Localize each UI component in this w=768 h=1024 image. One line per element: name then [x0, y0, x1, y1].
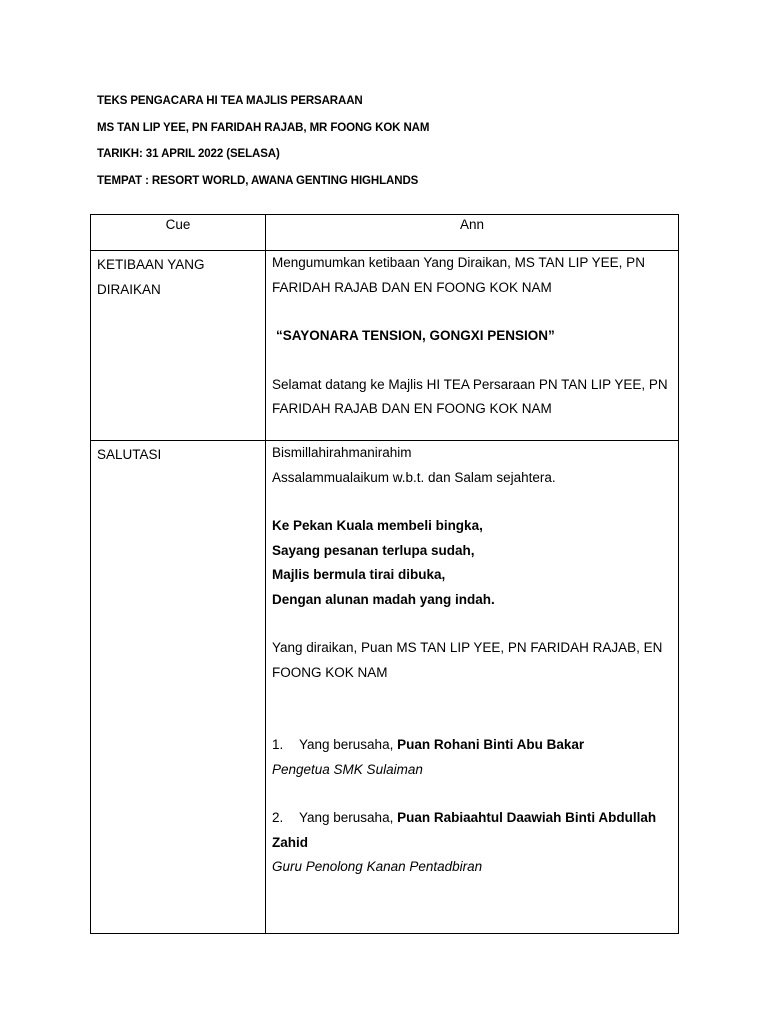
list-item — [272, 806, 672, 855]
salam-text: Assalammualaikum w.b.t. dan Salam sejahtera. — [272, 469, 556, 485]
pantun-line: Dengan alunan madah yang indah. — [272, 591, 495, 607]
item-number: 2. — [272, 810, 284, 825]
table-row — [91, 251, 679, 441]
table-row — [91, 441, 679, 934]
list-item — [272, 733, 672, 758]
ann-cell — [266, 251, 679, 441]
venue-line: TEMPAT : RESORT WORLD, AWANA GENTING HIGHLANDS — [97, 174, 419, 187]
item-prefix: Yang berusaha, — [299, 810, 398, 825]
cue-cell: KETIBAAN YANG DIRAIKAN — [91, 251, 266, 441]
date-line: TARIKH: 31 APRIL 2022 (SELASA) — [97, 148, 280, 160]
pantun-line: Sayang pesanan terlupa sudah, — [272, 542, 475, 558]
welcome-text: Selamat datang ke Majlis HI TEA Persaraan PN TAN LIP YEE, PN FARIDAH RAJAB DAN EN FOONG KOK NAM — [272, 376, 668, 416]
diraikan-text: Yang diraikan, Puan MS TAN LIP YEE, PN FARIDAH RAJAB, EN FOONG KOK NAM — [272, 640, 663, 680]
pantun-line: Ke Pekan Kuala membeli bingka, — [272, 518, 483, 533]
document-header — [97, 92, 429, 198]
honorees-line: MS TAN LIP YEE, PN FARIDAH RAJAB, MR FOONG KOK NAM — [97, 121, 430, 134]
pantun-line: Majlis bermula tirai dibuka, — [272, 567, 446, 582]
item-name: Puan Rabiaahtul Daawiah Binti Abdullah Zahid — [272, 810, 657, 850]
item-title: Guru Penolong Kanan Pentadbiran — [272, 859, 483, 874]
announcement-text: Mengumumkan ketibaan Yang Diraikan, MS TAN LIP YEE, PN FARIDAH RAJAB DAN EN FOONG KOK NAM — [272, 255, 645, 295]
cue-cell: SALUTASI — [91, 441, 266, 934]
column-header-cue: Cue — [91, 215, 266, 251]
bismillah-text: Bismillahirahmanirahim — [272, 445, 412, 460]
ann-cell — [266, 441, 679, 934]
column-header-ann: Ann — [266, 215, 679, 251]
item-number: 1. — [272, 737, 284, 752]
table-header-row — [91, 215, 679, 251]
document-title: TEKS PENGACARA HI TEA MAJLIS PERSARAAN — [97, 95, 363, 107]
item-title: Pengetua SMK Sulaiman — [272, 761, 423, 777]
item-prefix: Yang berusaha, — [299, 737, 398, 752]
slogan-text: “SAYONARA TENSION, GONGXI PENSION” — [276, 328, 555, 343]
item-name: Puan Rohani Binti Abu Bakar — [397, 737, 585, 752]
script-table — [90, 214, 679, 934]
